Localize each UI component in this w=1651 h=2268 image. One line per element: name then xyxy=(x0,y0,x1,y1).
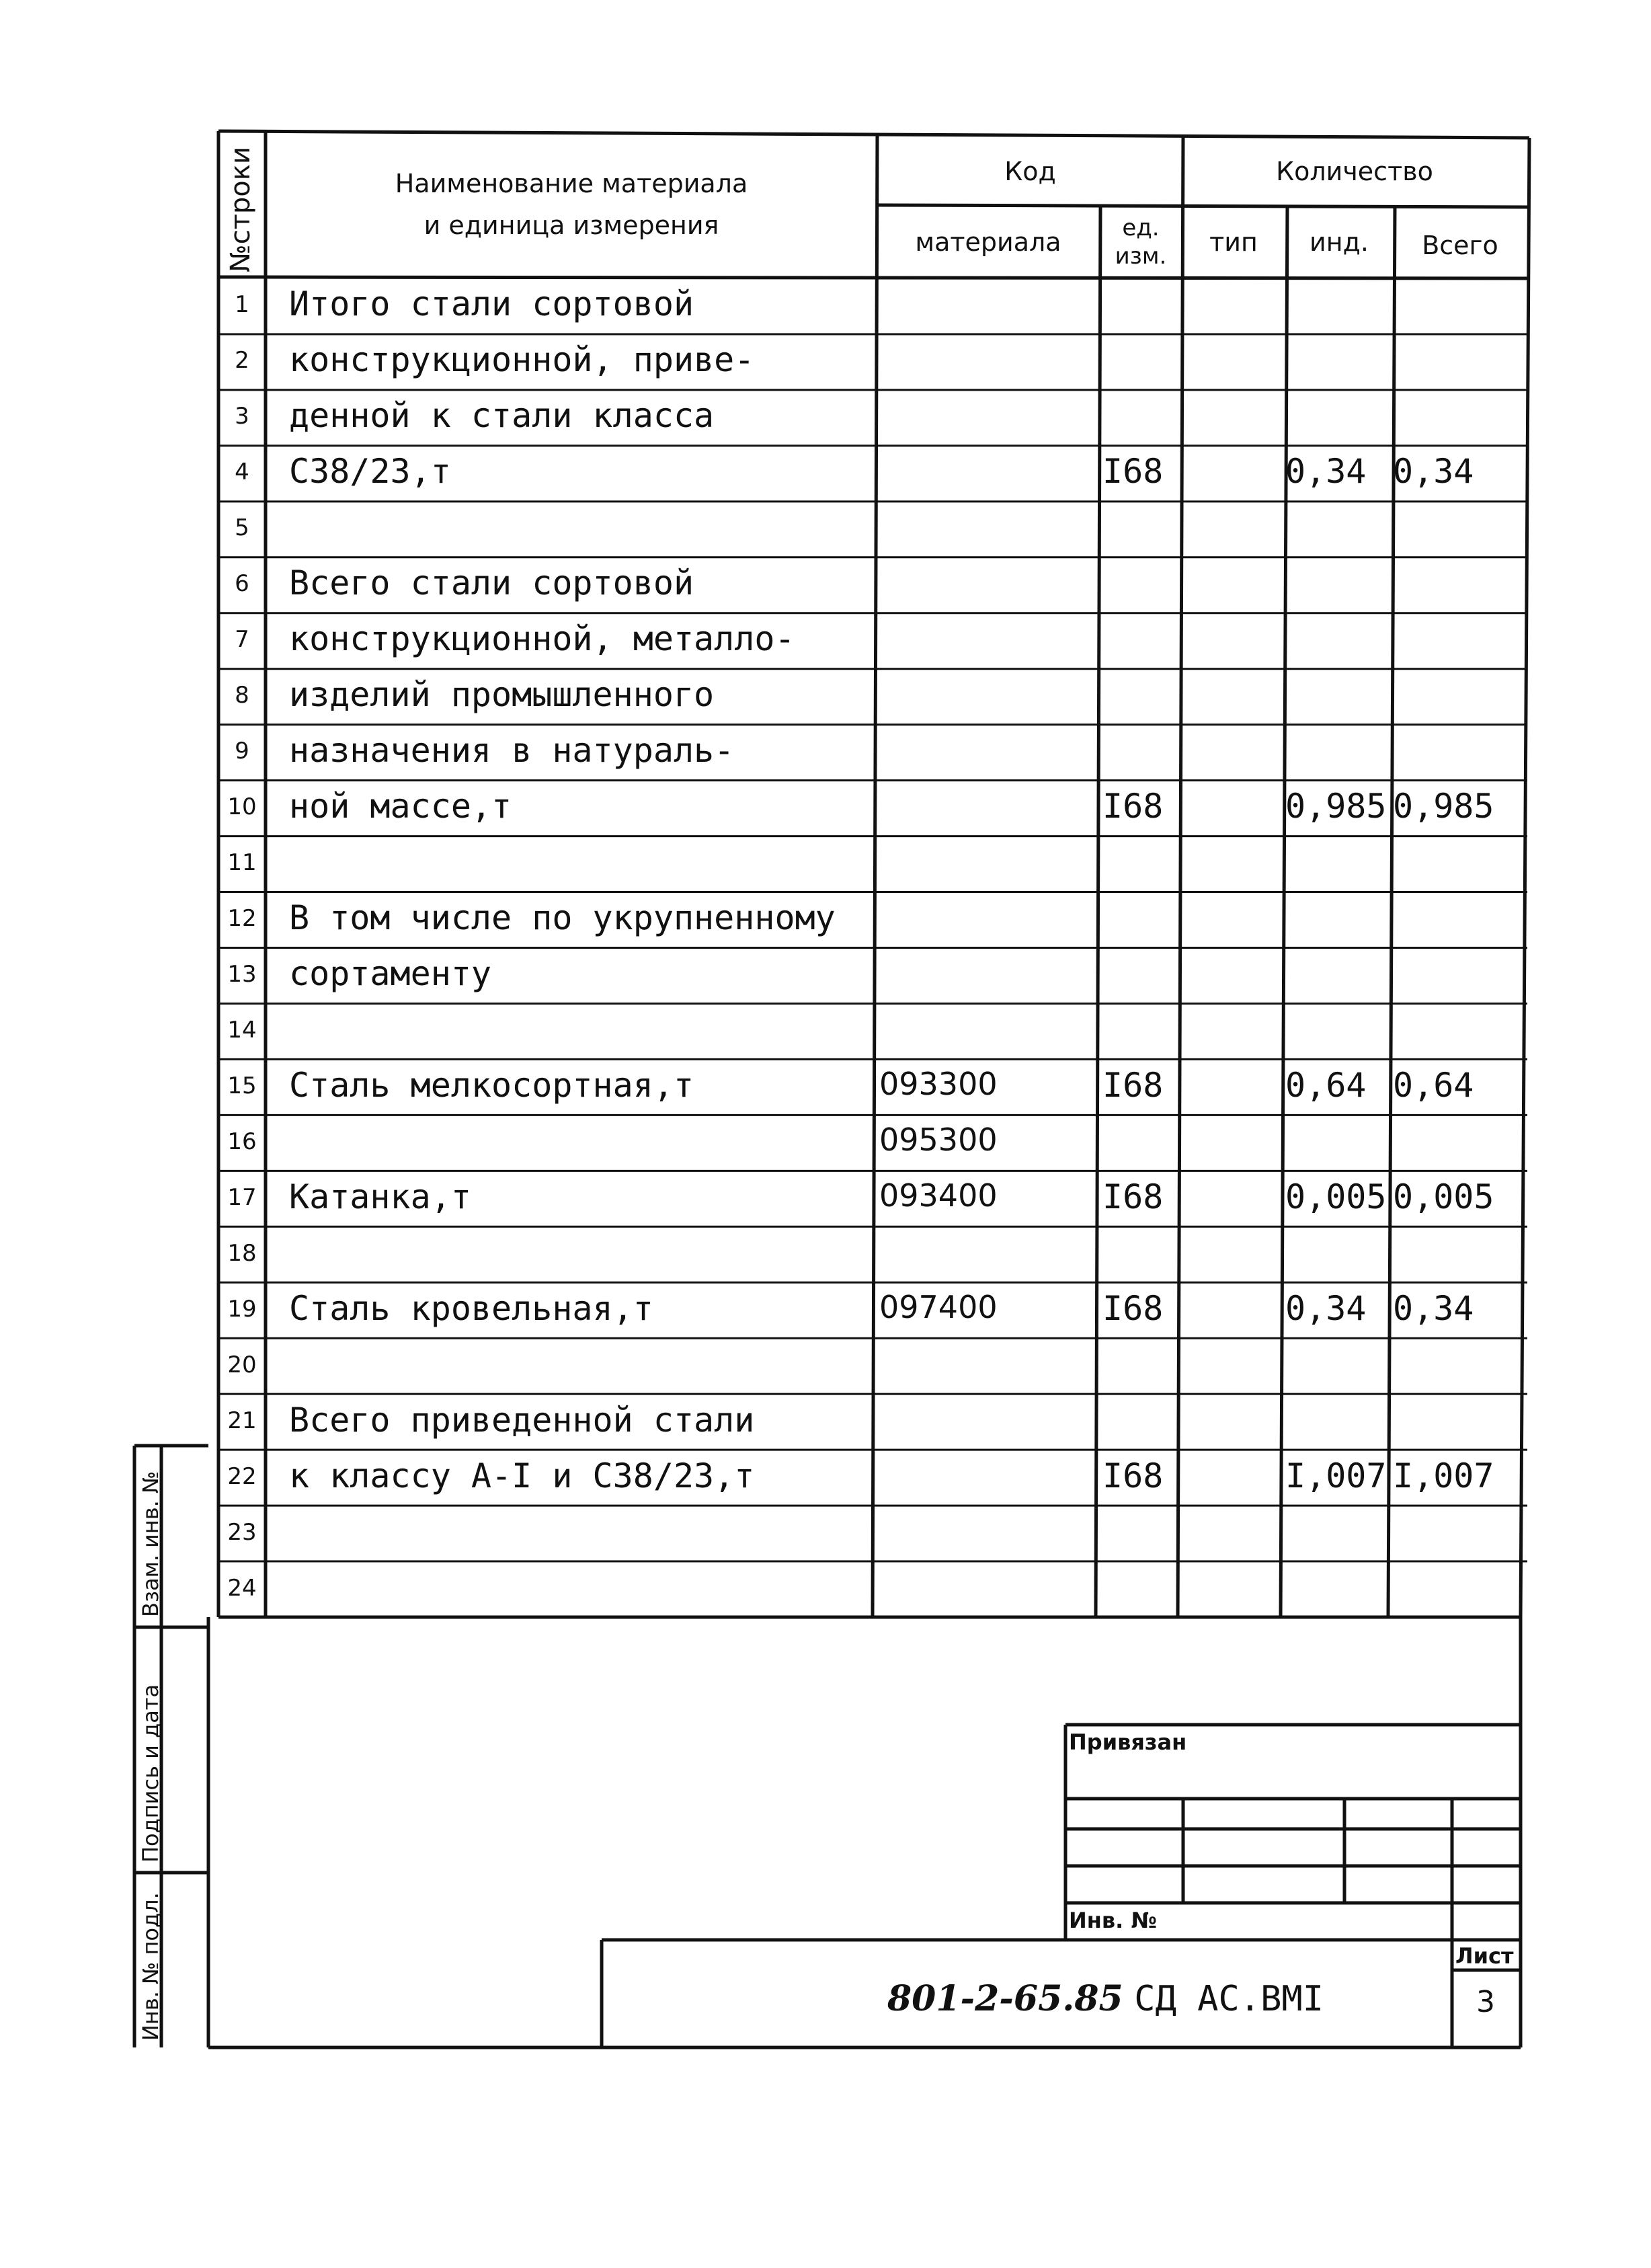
row-unit-cell: I68 xyxy=(1102,1456,1164,1495)
row-name-cell: ной массе,т xyxy=(289,787,512,826)
row-ind-cell: 0,64 xyxy=(1285,1065,1367,1105)
row-number: 21 xyxy=(227,1407,257,1434)
row-total-cell: 0,005 xyxy=(1393,1177,1494,1216)
quantity-header: Количество xyxy=(1276,157,1433,186)
row-name-cell: Сталь мелкосортная,т xyxy=(289,1065,694,1105)
row-number: 8 xyxy=(235,682,249,709)
row-number: 6 xyxy=(235,570,249,598)
row-number: 17 xyxy=(227,1183,257,1211)
row-name-cell: Всего стали сортовой xyxy=(289,563,694,603)
row-total-cell: 0,64 xyxy=(1393,1065,1474,1105)
row-name-cell: С38/23,т xyxy=(289,452,451,492)
row-number: 7 xyxy=(235,626,249,654)
replacement-inv-no-label: Взам. инв. № xyxy=(138,1471,163,1617)
sheet-label: Лист xyxy=(1455,1943,1514,1969)
row-total-cell: 0,985 xyxy=(1393,787,1494,826)
row-number: 1 xyxy=(235,291,249,319)
row-number: 20 xyxy=(227,1351,257,1378)
row-number: 16 xyxy=(227,1128,257,1155)
row-unit-cell: I68 xyxy=(1102,1288,1164,1328)
row-name-cell: конструкционной, приве- xyxy=(289,340,755,380)
row-name-cell: Сталь кровельная,т xyxy=(289,1288,653,1328)
row-number: 10 xyxy=(227,793,257,821)
title-inv-no-label: Инв. № xyxy=(1069,1908,1157,1933)
document-number-typed: СД АС.ВМI xyxy=(1134,1979,1324,2019)
row-code-cell: 095300 xyxy=(879,1121,998,1158)
row-total-cell: I,007 xyxy=(1393,1456,1494,1495)
row-number: 12 xyxy=(227,905,257,933)
row-ind-cell: 0,34 xyxy=(1285,452,1367,492)
row-name-cell: В том числе по укрупненному xyxy=(289,898,836,938)
row-name-cell: сортаменту xyxy=(289,953,492,993)
row-number: 19 xyxy=(227,1295,257,1323)
material-name-header-line1: Наименование материала xyxy=(395,169,748,198)
document-number xyxy=(887,1978,1324,2019)
row-name-cell: Итого стали сортовой xyxy=(289,284,694,324)
row-name-cell: Всего приведенной стали xyxy=(289,1400,755,1440)
row-number: 9 xyxy=(235,738,249,765)
material-name-header-line2: и единица измерения xyxy=(424,210,719,240)
total-header: Всего xyxy=(1422,231,1498,260)
row-ind-cell: 0,34 xyxy=(1285,1288,1367,1328)
row-number: 11 xyxy=(227,849,257,877)
row-number-header: №строки xyxy=(225,147,256,272)
row-number: 13 xyxy=(227,960,257,988)
row-code-cell: 093300 xyxy=(879,1065,998,1102)
row-unit-cell: I68 xyxy=(1102,787,1164,826)
ind-header: инд. xyxy=(1310,227,1369,257)
signature-date-label: Подпись и дата xyxy=(138,1684,163,1863)
row-ind-cell: 0,985 xyxy=(1285,787,1387,826)
row-ind-cell: 0,005 xyxy=(1285,1177,1387,1216)
row-name-cell: конструкционной, металло- xyxy=(289,619,795,659)
material-code-header: материала xyxy=(915,227,1061,257)
row-unit-cell: I68 xyxy=(1102,1065,1164,1105)
row-code-cell: 097400 xyxy=(879,1288,998,1325)
row-code-cell: 093400 xyxy=(879,1177,998,1214)
original-inv-no-label: Инв. № подл. xyxy=(138,1892,163,2041)
row-number: 2 xyxy=(235,347,249,375)
unit-header-line2: изм. xyxy=(1115,243,1167,270)
row-total-cell: 0,34 xyxy=(1393,1288,1474,1328)
row-name-cell: назначения в натураль- xyxy=(289,731,735,771)
row-number: 22 xyxy=(227,1462,257,1490)
row-name-cell: Катанка,т xyxy=(289,1177,471,1216)
type-header: тип xyxy=(1209,227,1258,257)
unit-header-line1: ед. xyxy=(1122,214,1160,241)
row-name-cell: к классу А-I и С38/23,т xyxy=(289,1456,755,1495)
code-header: Код xyxy=(1004,157,1056,186)
row-unit-cell: I68 xyxy=(1102,452,1164,492)
row-number: 18 xyxy=(227,1239,257,1267)
row-name-cell: денной к стали класса xyxy=(289,396,715,436)
row-number: 5 xyxy=(235,514,249,542)
row-number: 14 xyxy=(227,1016,257,1044)
row-number: 23 xyxy=(227,1518,257,1546)
row-number: 24 xyxy=(227,1574,257,1602)
sheet-number: 3 xyxy=(1476,1985,1495,2019)
row-number: 15 xyxy=(227,1072,257,1099)
row-name-cell: изделий промышленного xyxy=(289,675,715,715)
row-total-cell: 0,34 xyxy=(1393,452,1474,492)
row-ind-cell: I,007 xyxy=(1285,1456,1387,1495)
linked-label: Привязан xyxy=(1069,1729,1187,1755)
row-number: 4 xyxy=(235,459,249,486)
row-number: 3 xyxy=(235,403,249,430)
document-number-handwritten: 801-2-65.85 xyxy=(887,1978,1123,2019)
row-unit-cell: I68 xyxy=(1102,1177,1164,1216)
